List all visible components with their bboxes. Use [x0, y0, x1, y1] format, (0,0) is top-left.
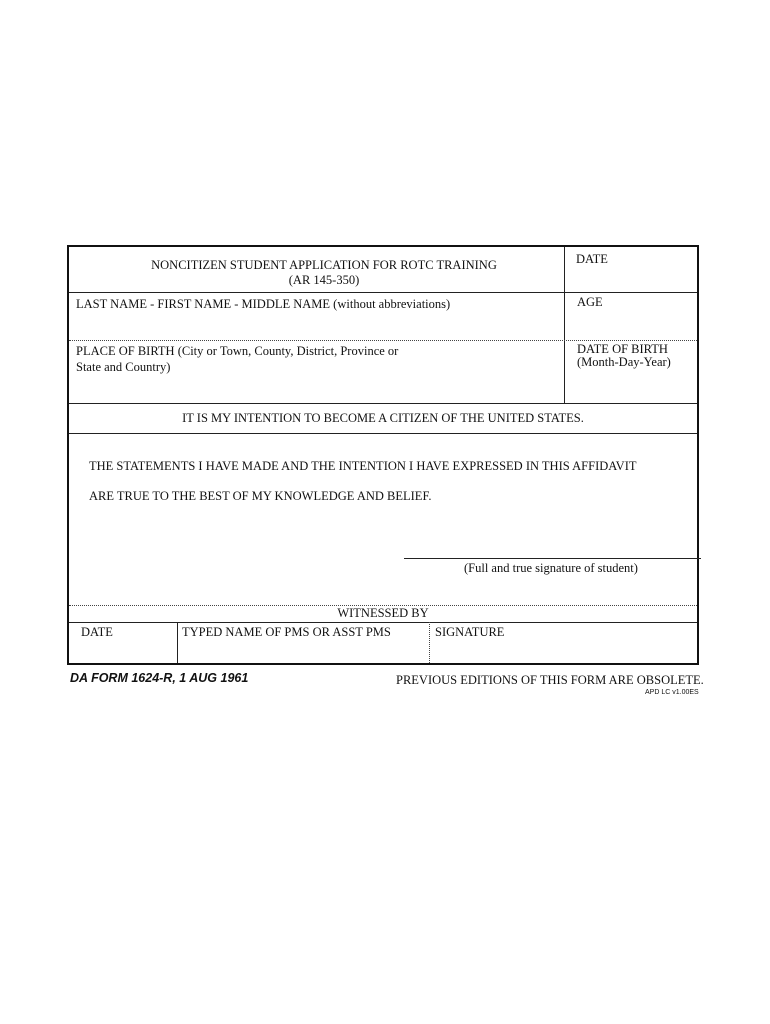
affidavit-statement-line-2: ARE TRUE TO THE BEST OF MY KNOWLEDGE AND BELIEF. [89, 489, 432, 503]
obsolete-notice: PREVIOUS EDITIONS OF THIS FORM ARE OBSOLETE. [396, 673, 704, 687]
affidavit-statement-line-1: THE STATEMENTS I HAVE MADE AND THE INTENTION I HAVE EXPRESSED IN THIS AFFIDAVIT [89, 459, 637, 473]
date-field-label[interactable]: DATE [576, 252, 608, 266]
place-of-birth-label[interactable]: PLACE OF BIRTH (City or Town, County, District, Province or [76, 344, 399, 358]
rule-below-witness-heading [69, 622, 697, 623]
witness-date-label[interactable]: DATE [81, 625, 113, 639]
application-form [67, 245, 699, 665]
date-of-birth-format: (Month-Day-Year) [577, 355, 671, 369]
age-field-label[interactable]: AGE [577, 295, 603, 309]
form-identifier: DA FORM 1624-R, 1 AUG 1961 [70, 671, 249, 685]
full-name-field-label[interactable]: LAST NAME - FIRST NAME - MIDDLE NAME (without abbreviations) [76, 297, 451, 311]
witness-name-divider [429, 622, 430, 663]
place-of-birth-label-cont: State and Country) [76, 360, 171, 374]
form-title: NONCITIZEN STUDENT APPLICATION FOR ROTC TRAINING [151, 258, 497, 272]
witness-date-divider [177, 622, 178, 663]
form-regulation: (AR 145-350) [288, 273, 360, 287]
signature-caption: (Full and true signature of student) [464, 561, 638, 575]
witness-signature-label[interactable]: SIGNATURE [435, 625, 505, 639]
date-of-birth-label[interactable]: DATE OF BIRTH [577, 342, 668, 356]
citizenship-intention: IT IS MY INTENTION TO BECOME A CITIZEN OF THE UNITED STATES. [182, 411, 584, 425]
rule-below-title [69, 292, 697, 293]
student-signature-line[interactable] [404, 558, 701, 559]
witness-typed-name-label[interactable]: TYPED NAME OF PMS OR ASST PMS [182, 625, 391, 639]
rule-below-intention [69, 433, 697, 434]
witnessed-by-heading: WITNESSED BY [337, 606, 429, 620]
version-label: APD LC v1.00ES [645, 689, 699, 696]
rule-below-birth [69, 403, 697, 404]
